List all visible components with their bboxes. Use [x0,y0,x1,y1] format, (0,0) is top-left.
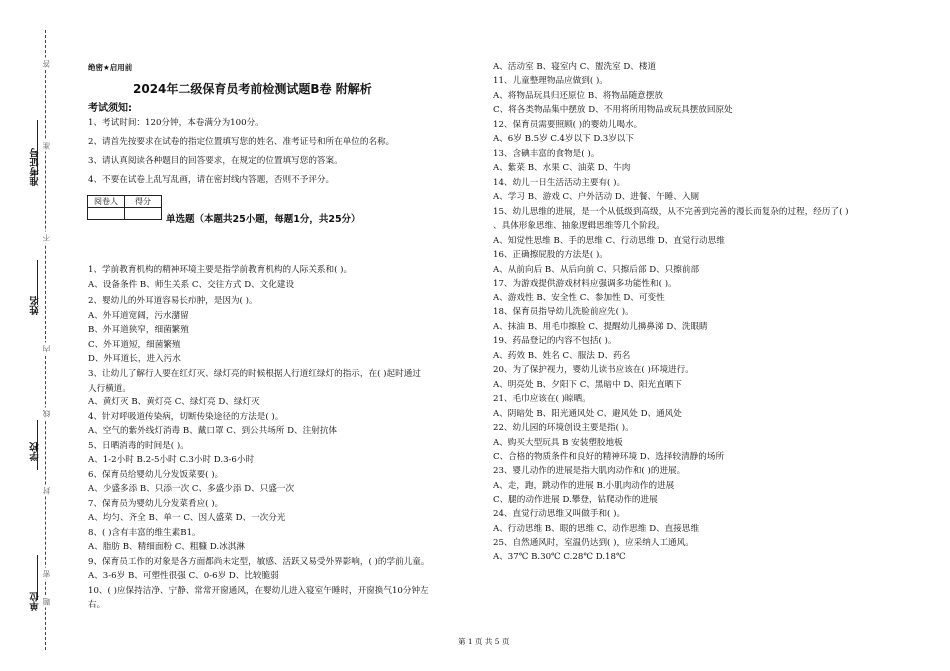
question-line: A、购买大型玩具 B 安装塑胶地板 [493,438,623,448]
question-line: B、外耳道狭窄，细菌繁殖 [88,325,189,335]
question-line: 9、保育员工作的对象是各方面都尚未定型，敏感、活跃又易受外界影响，( )的学前儿童。 [88,557,430,567]
question-line: 3、让幼儿了解行人要在红灯灭、绿灯亮的时候根据人行道红绿灯的指示，在( )起时通过 [88,369,421,379]
cut-mark: 不 [42,234,51,242]
notice-item: 2、请首先按要求在试卷的指定位置填写您的姓名、准考证号和所在单位的名称。 [88,137,395,147]
question-line: A、设备条件 B、师生关系 C、交往方式 D、文化建设 [88,280,295,290]
question-line: C、合格的物质条件和良好的精神环境 D、选择较清静的场所 [493,452,725,462]
question-line: 13、含碘丰富的食物是( )。 [493,149,600,159]
cut-mark: 题 [42,598,51,606]
question-line: 23、婴儿动作的进展是指大肌肉动作和( )的进展。 [493,466,686,476]
question-line: 22、幼儿园的环境创设主要是指( )。 [493,423,634,433]
question-line: A、空气的紫外线灯消毒 B、戴口罩 C、到公共场所 D、注射抗体 [88,426,338,436]
question-line: 右。 [88,600,106,610]
question-line: 8、( )含有丰富的维生素B1。 [88,528,201,538]
question-line: A、游戏性 B、安全性 C、参加性 D、可变性 [493,293,665,303]
cut-mark: 密 [42,570,51,578]
question-line: A、行动思维 B、眼的思维 C、动作思维 D、直接思维 [493,524,700,534]
cut-mark: 答 [42,60,51,68]
question-line: 7、保育员为婴幼儿分发菜肴应( )。 [88,499,224,509]
question-line: A、外耳道宽阔，污水潴留 [88,311,189,321]
score-input-cell[interactable] [125,208,162,220]
question-line: A、脂肪 B、精细面粉 C、粗糠 D.冰淇淋 [88,542,245,552]
notice-item: 1、考试时间：120分钟，本卷满分为100分。 [88,118,264,128]
question-line: A、阴暗处 B、阳光通风处 C、避风处 D、通风处 [493,409,682,419]
question-line: 17、为游戏提供游戏材料应强调多功能性和( )。 [493,279,677,289]
question-line: A、紫菜 B、水果 C、油菜 D、牛肉 [493,163,631,173]
secret-mark: 绝密★启用前 [88,63,133,72]
question-line: 16、正确擦屁股的方法是( )。 [493,250,608,260]
reviewer-input-cell[interactable] [88,208,125,220]
notice-heading: 考试须知: [88,103,132,114]
reviewer-cell: 阅卷人 [88,196,125,208]
score-cell: 得分 [125,196,162,208]
question-line: A、少盛多添 B、只添一次 C、多盛少添 D、只盛一次 [88,484,295,494]
question-line: 15、幼儿思维的进展，是一个从低级到高级，从不完善到完善的漫长而复杂的过程，经历了( ) [493,207,849,217]
question-line: C、外耳道短，细菌繁殖 [88,340,181,350]
question-line: A、知觉性思维 B、手的思维 C、行动思维 D、直觉行动思维 [493,236,725,246]
question-line: 6、保育员给婴幼儿分发饭菜要( )。 [88,470,224,480]
question-line: 12、保育员需要照顾( )的婴幼儿喝水。 [493,120,643,130]
question-line: A、学习 B、游戏 C、户外活动 D、进餐、午睡、入厕 [493,192,700,202]
question-line: A、走，跑，跳动作的进展 B.小肌肉动作的进展 [493,481,675,491]
question-line: 2、婴幼儿的外耳道容易长疖肿，是因为( )。 [88,296,258,306]
seal-dashed-line [45,30,46,650]
question-line: A、从前向后 B、从后向前 C、只擦后部 D、只擦前部 [493,265,700,275]
question-line: 4、针对呼吸道传染病，切断传染途径的方法是( )。 [88,412,284,422]
question-line: A、活动室 B、寝室内 C、盥洗室 D、楼道 [493,62,657,72]
question-line: A、明亮处 B、夕阳下 C、黑暗中 D、阳光直晒下 [493,380,682,390]
question-line: A、黄灯灭 B、黄灯亮 C、绿灯亮 D、绿灯灭 [88,397,260,407]
question-line: A、37℃ B.30℃ C.28℃ D.18℃ [493,552,626,562]
binding-strip [0,0,70,671]
page-number: 第 1 页 共 5 页 [458,637,510,646]
question-line: A、1-2小时 B.2-5小时 C.3小时 D.3-6小时 [88,455,255,465]
unit-label: 单位 [30,592,41,611]
question-line: 24、直觉行动思维又叫做手和( )。 [493,509,626,519]
section-heading: 单选题（本题共25小题，每题1分，共25分） [166,214,361,225]
question-line: D、外耳道长，进入污水 [88,354,181,364]
school-label: 学校 [30,442,41,461]
question-line: 19、药品登记的内容不包括( )。 [493,336,617,346]
notice-item: 4、不要在试卷上乱写乱画，请在密封线内答题，否则不予评分。 [88,175,335,185]
question-line: 1、学前教育机构的精神环境主要是指学前教育机构的人际关系和( )。 [88,265,353,275]
cut-mark: 线 [42,410,51,418]
question-line: A、6岁 B.5岁 C.4岁以下 D.3岁以下 [493,134,634,144]
exam-id-label: 准考证号 [30,148,41,186]
cut-mark: 准 [42,142,51,150]
page-title: 2024年二级保育员考前检测试题B卷 附解析 [133,82,372,96]
question-line: A、抹油 B、用毛巾擦脸 C、提醒幼儿擤鼻涕 D、洗眼睛 [493,322,708,332]
score-box [87,195,162,220]
question-line: 14、幼儿一日生活活动主要有( )。 [493,178,626,188]
cut-mark: 封 [42,487,51,495]
question-line: 5、日晒消毒的时间是( )。 [88,441,189,451]
notice-item: 3、请认真阅读各种题目的回答要求，在规定的位置填写您的答案。 [88,156,343,166]
question-line: 25、自然通风时，室温仍达到( )，应采纳人工通风。 [493,538,694,548]
question-line: C、将各类物品集中摆放 D、不用将所用物品或玩具摆放回原处 [493,105,733,115]
question-line: A、药效 B、姓名 C、服法 D、药名 [493,351,631,361]
question-line: C、腿的动作进展 D.攀登，钻爬动作的进展 [493,495,658,505]
question-line: 18、保育员指导幼儿洗脸前应先( )。 [493,307,634,317]
question-line: 21、毛巾应该在( )晾晒。 [493,394,591,404]
question-line: 人行横道。 [88,384,131,394]
question-line: A、均匀、齐全 B、单一 C、因人盛菜 D、一次分光 [88,513,286,523]
question-line: 10、( )应保持洁净、宁静、常常开窗通风，在婴幼儿进入寝室午睡时，开窗换气10分钟左 [88,586,429,596]
question-line: A、将物品玩具归还原位 B、将物品随意摆放 [493,91,663,101]
question-line: A、3-6岁 B、可塑性很强 C、0-6岁 D、比较脆弱 [88,571,279,581]
question-line: 20、为了保护视力，婴幼儿读书应该在( )环境进行。 [493,365,694,375]
question-line: 11、儿童整理物品应做到( )。 [493,76,608,86]
cut-mark: 内 [42,345,51,353]
question-line: 、具体形象思维、抽象逻辑思维等几个阶段。 [493,221,665,231]
name-label: 姓名 [30,296,41,315]
